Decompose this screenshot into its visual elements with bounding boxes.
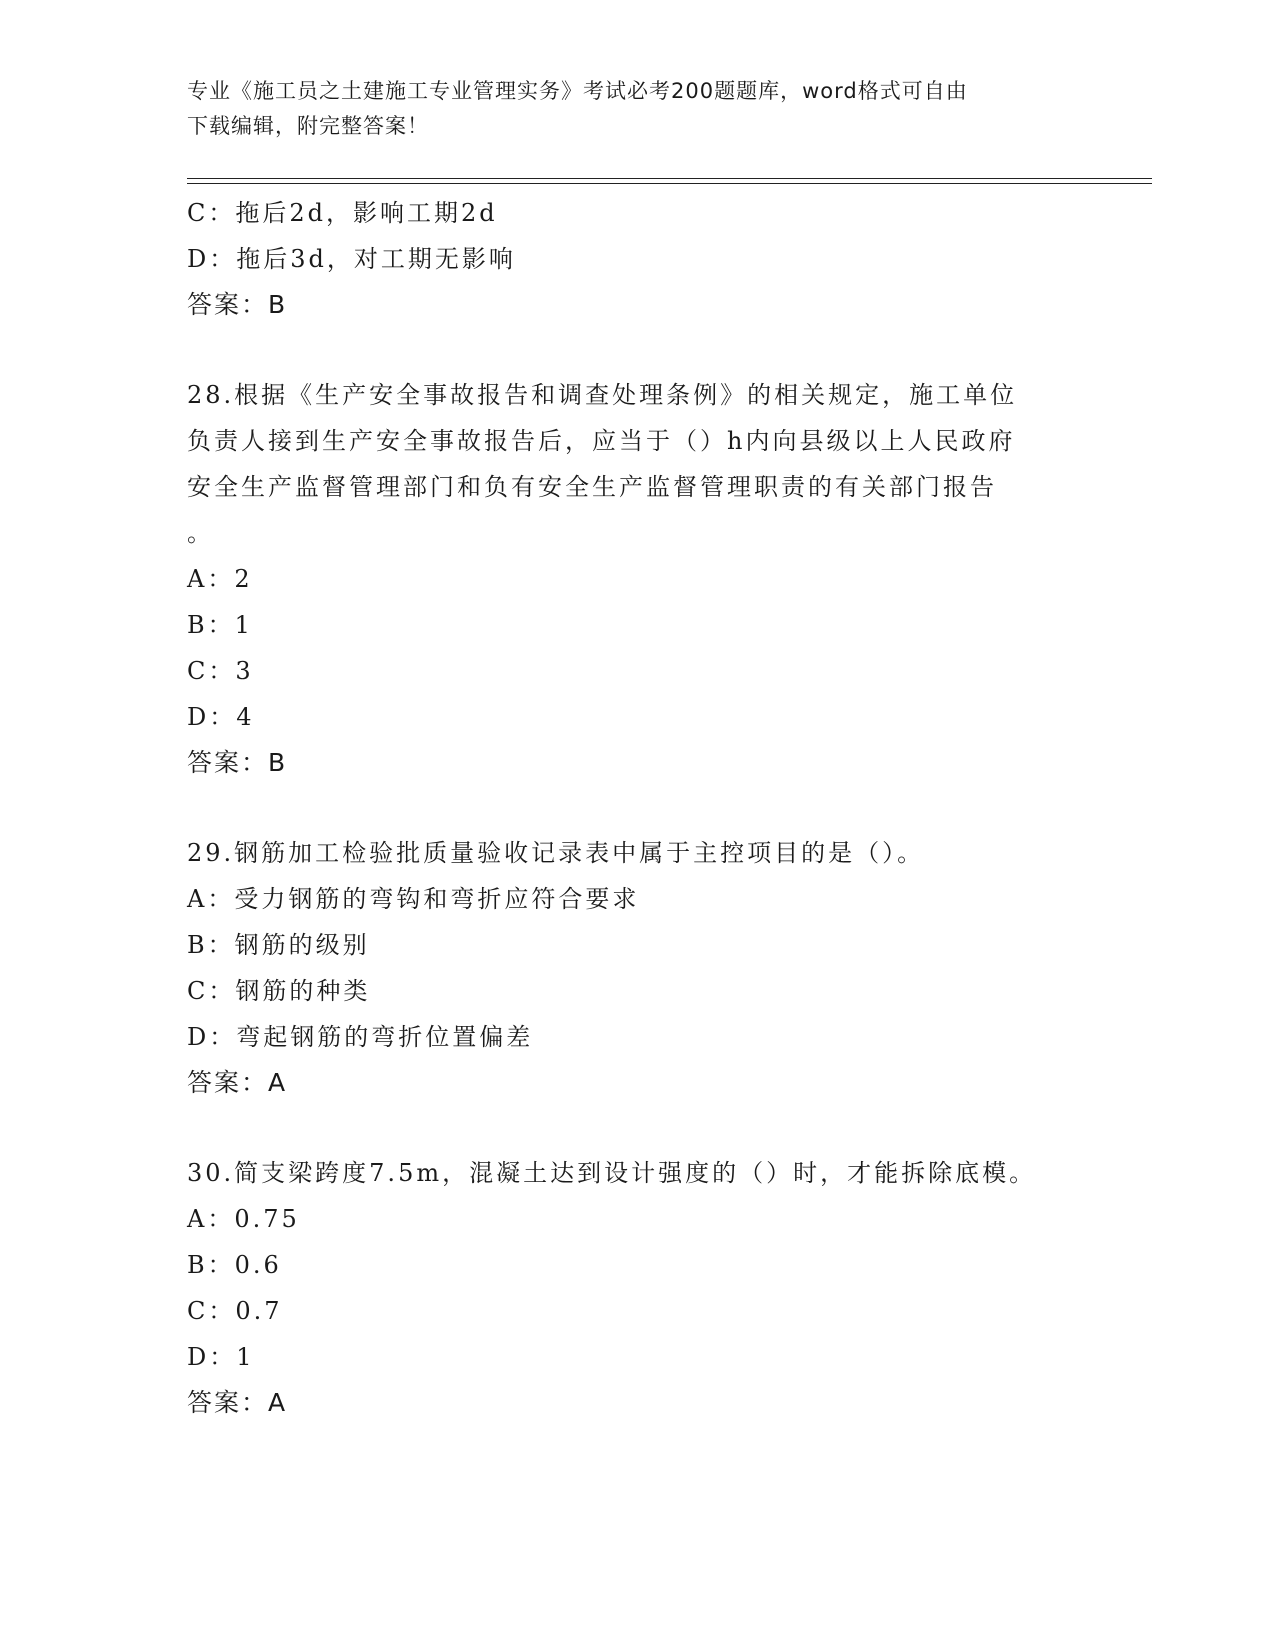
header-divider-top <box>187 178 1152 179</box>
option-c: C：拖后2d，影响工期2d <box>187 199 498 227</box>
header-divider-bottom <box>187 183 1152 184</box>
header-title-line-2: 下载编辑，附完整答案！ <box>187 114 429 138</box>
answer-line: 答案：A <box>187 1068 288 1097</box>
answer-line: 答案：A <box>187 1388 288 1417</box>
question-29-block <box>187 830 1087 1106</box>
question-30-block <box>187 1150 1087 1426</box>
question-list <box>187 190 1087 1426</box>
option-b: B：1 <box>187 611 253 639</box>
option-a: A：2 <box>187 565 253 593</box>
option-b: B：0.6 <box>187 1251 282 1279</box>
answer-line: 答案：B <box>187 748 288 777</box>
option-a: A：受力钢筋的弯钩和弯折应符合要求 <box>187 885 640 913</box>
prev-question-block <box>187 190 1087 328</box>
header-title-line-1: 专业《施工员之土建施工专业管理实务》考试必考200题题库，word格式可自由 <box>187 79 968 103</box>
question-28-text-line-4: 。 <box>187 519 214 547</box>
question-29-text: 29.钢筋加工检验批质量验收记录表中属于主控项目的是（）。 <box>187 839 925 867</box>
option-d: D：1 <box>187 1343 255 1371</box>
option-b: B：钢筋的级别 <box>187 931 370 959</box>
question-28-text-line-1: 28.根据《生产安全事故报告和调查处理条例》的相关规定，施工单位 <box>187 381 1018 409</box>
document-header <box>187 74 1067 144</box>
question-28-block <box>187 372 1087 786</box>
option-d: D：弯起钢筋的弯折位置偏差 <box>187 1023 534 1051</box>
question-28-text-line-3: 安全生产监督管理部门和负有安全生产监督管理职责的有关部门报告 <box>187 473 997 501</box>
option-a: A：0.75 <box>187 1205 300 1233</box>
option-c: C：3 <box>187 657 254 685</box>
option-c: C：钢筋的种类 <box>187 977 371 1005</box>
option-d: D：4 <box>187 703 255 731</box>
question-28-text-line-2: 负责人接到生产安全事故报告后，应当于（）h内向县级以上人民政府 <box>187 427 1016 455</box>
option-d: D：拖后3d，对工期无影响 <box>187 245 516 273</box>
answer-line: 答案：B <box>187 290 288 319</box>
question-30-text: 30.简支梁跨度7.5m，混凝土达到设计强度的（）时，才能拆除底模。 <box>187 1159 1037 1187</box>
option-c: C：0.7 <box>187 1297 283 1325</box>
